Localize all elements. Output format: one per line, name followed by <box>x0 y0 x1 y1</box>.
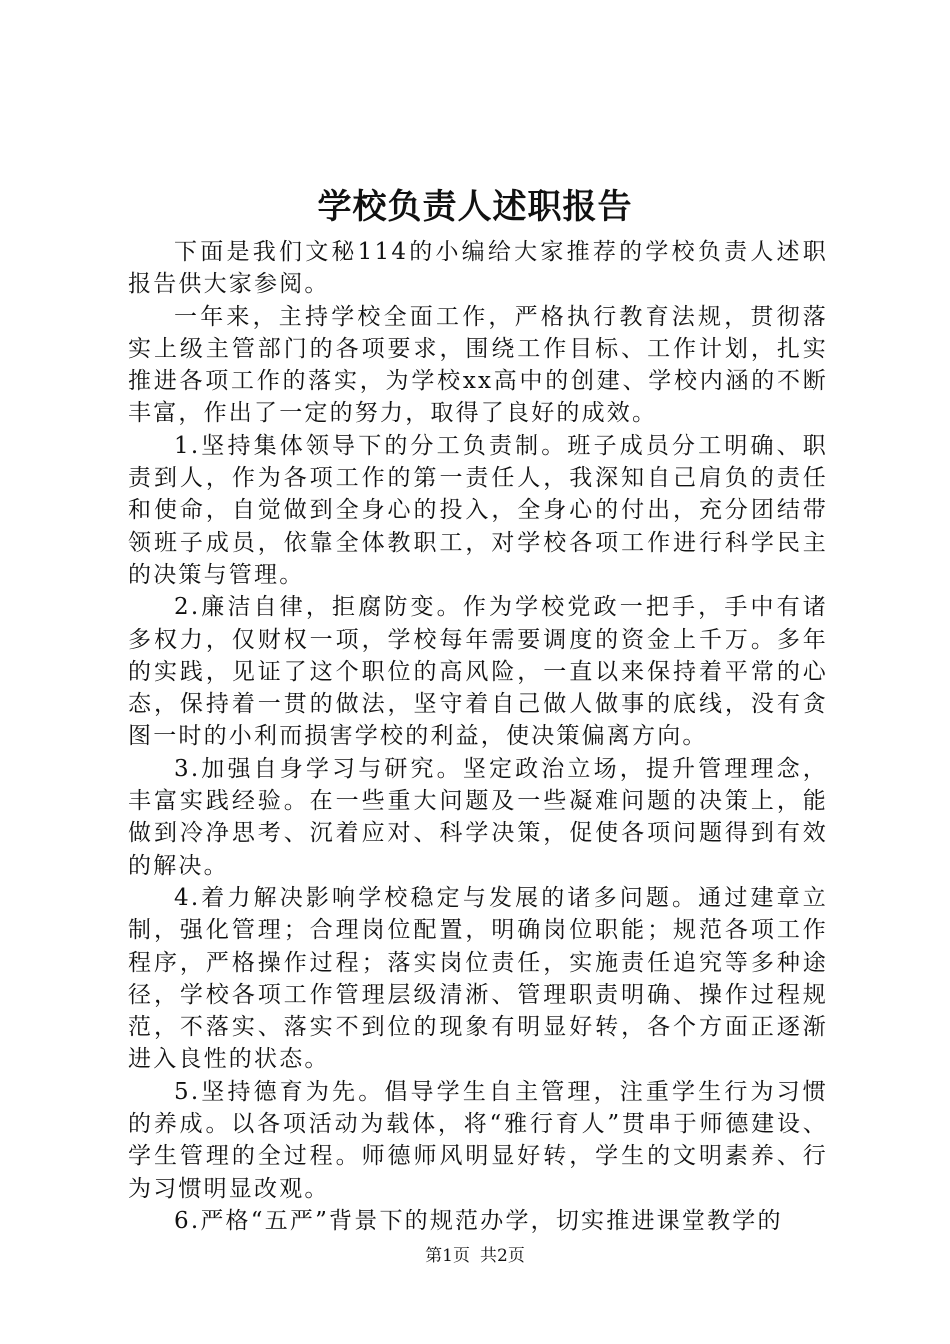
document-body <box>128 236 828 1237</box>
paragraph-item-2: 2.廉洁自律，拒腐防变。作为学校党政一把手，手中有诸多权力，仅财权一项，学校每年需要调度的资金上千万。多年的实践，见证了这个职位的高风险，一直以来保持着平常的心态，保持着一贯的做法，坚守着自己做人做事的底线，没有贪图一时的小利而损害学校的利益，使决策偏离方向。 <box>128 594 828 750</box>
page-total: 共2页 <box>480 1246 525 1266</box>
paragraph-item-4: 4.着力解决影响学校稳定与发展的诸多问题。通过建章立制，强化管理；合理岗位配置，明确岗位职能；规范各项工作程序，严格操作过程；落实岗位责任，实施责任追究等多种途径，学校各项工作管理层级清淅、管理职责明确、操作过程规范，不落实、落实不到位的现象有明显好转，各个方面正逐渐进入良性的状态。 <box>128 884 828 1073</box>
paragraph-item-1: 1.坚持集体领导下的分工负责制。班子成员分工明确、职责到人，作为各项工作的第一责任人，我深知自己肩负的责任和使命，自觉做到全身心的投入，全身心的付出，充分团结带领班子成员，依靠全体教职工，对学校各项工作进行科学民主的决策与管理。 <box>128 432 828 588</box>
paragraph-intro: 下面是我们文秘114的小编给大家推荐的学校负责人述职报告供大家参阅。 <box>128 239 828 298</box>
page-number: 第1页 <box>425 1246 470 1266</box>
document-title: 学校负责人述职报告 <box>317 187 633 227</box>
paragraph-item-3: 3.加强自身学习与研究。坚定政治立场，提升管理理念，丰富实践经验。在一些重大问题及一些凝难问题的决策上，能做到冷净思考、沉着应对、科学决策，促使各项问题得到有效的解决。 <box>128 755 828 879</box>
page-footer <box>0 1244 950 1268</box>
paragraph-overview: 一年来，主持学校全面工作，严格执行教育法规，贯彻落实上级主管部门的各项要求，围绕工作目标、工作计划，扎实推进各项工作的落实，为学校xx高中的创建、学校内涵的不断丰富，作出了一定的努力，取得了良好的成效。 <box>128 303 828 427</box>
paragraph-item-5: 5.坚持德育为先。倡导学生自主管理，注重学生行为习惯的养成。以各项活动为载体，将“雅行育人”贯串于师德建设、学生管理的全过程。师德师风明显好转，学生的文明素养、行为习惯明显改观。 <box>128 1078 828 1202</box>
paragraph-item-6: 6.严格“五严”背景下的规范办学，切实推进课堂教学的 <box>174 1207 783 1234</box>
